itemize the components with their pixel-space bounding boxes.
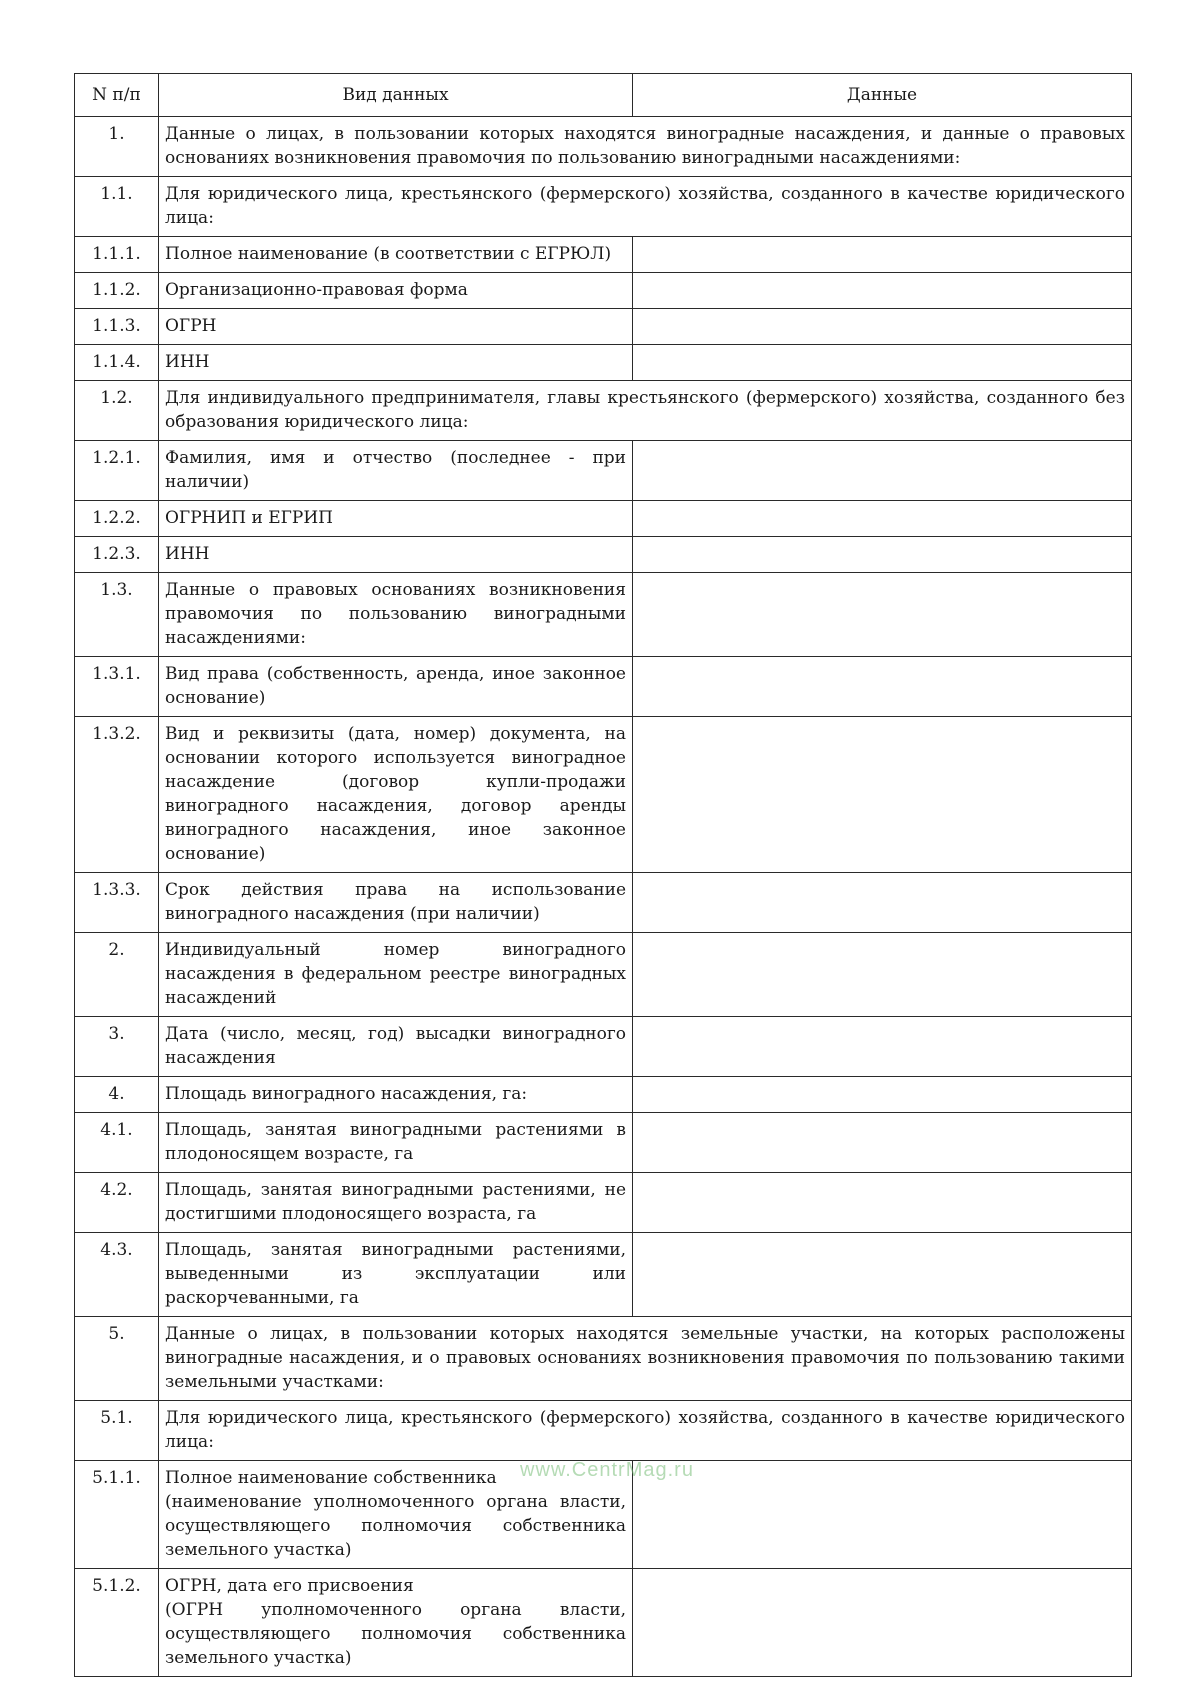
data-table — [74, 73, 1132, 1677]
row-number: 1.3.1. — [75, 657, 159, 717]
table-row — [75, 933, 1132, 1017]
data-type-label: Индивидуальный номер виноградного насаждения в федеральном реестре виноградных насаждений — [159, 933, 633, 1017]
watermark: www.CentrMag.ru — [520, 1459, 694, 1481]
data-type-label: Данные о правовых основаниях возникновения правомочия по пользованию виноградными насаждениями: — [159, 573, 633, 657]
row-number: 4.1. — [75, 1113, 159, 1173]
table-row — [75, 1113, 1132, 1173]
table-row — [75, 309, 1132, 345]
data-value-cell[interactable] — [633, 573, 1132, 657]
data-value-cell[interactable] — [633, 933, 1132, 1017]
row-number: 1.2.1. — [75, 441, 159, 501]
row-number: 4. — [75, 1077, 159, 1113]
table-row — [75, 177, 1132, 237]
data-value-cell[interactable] — [633, 501, 1132, 537]
data-type-label: ОГРНИП и ЕГРИП — [159, 501, 633, 537]
row-number: 2. — [75, 933, 159, 1017]
table-row — [75, 1173, 1132, 1233]
data-type-label: Организационно-правовая форма — [159, 273, 633, 309]
data-type-label: Дата (число, месяц, год) высадки виноградного насаждения — [159, 1017, 633, 1077]
data-type-label: Площадь, занятая виноградными растениями в плодоносящем возрасте, га — [159, 1113, 633, 1173]
table-row — [75, 345, 1132, 381]
row-number: 4.2. — [75, 1173, 159, 1233]
row-number: 1.3. — [75, 573, 159, 657]
row-number: 5. — [75, 1317, 159, 1401]
table-row — [75, 1461, 1132, 1569]
table-row — [75, 1077, 1132, 1113]
data-value-cell[interactable] — [633, 309, 1132, 345]
section-heading: Данные о лицах, в пользовании которых находятся виноградные насаждения, и данные о правовых основаниях возникновения правомочия по пользованию виноградными насаждениями: — [159, 117, 1132, 177]
data-value-cell[interactable] — [633, 537, 1132, 573]
table-row — [75, 657, 1132, 717]
table-row — [75, 573, 1132, 657]
section-heading: Для индивидуального предпринимателя, главы крестьянского (фермерского) хозяйства, созданного без образования юридического лица: — [159, 381, 1132, 441]
data-type-label: ИНН — [159, 345, 633, 381]
table-row — [75, 873, 1132, 933]
table-row — [75, 537, 1132, 573]
section-heading: Данные о лицах, в пользовании которых находятся земельные участки, на которых расположены виноградные насаждения, и о правовых основаниях возникновения правомочия по пользованию такими земельными участками: — [159, 1317, 1132, 1401]
section-heading: Для юридического лица, крестьянского (фермерского) хозяйства, созданного в качестве юридического лица: — [159, 1401, 1132, 1461]
data-type-label: Вид и реквизиты (дата, номер) документа, на основании которого используется виноградное насаждение (договор купли-продажи виноградного насаждения, договор аренды виноградного насаждения, иное законное основание) — [159, 717, 633, 873]
data-type-label: Площадь, занятая виноградными растениями, не достигшими плодоносящего возраста, га — [159, 1173, 633, 1233]
row-number: 1.1.1. — [75, 237, 159, 273]
table-row — [75, 117, 1132, 177]
table-row — [75, 237, 1132, 273]
table-row — [75, 1233, 1132, 1317]
data-type-label: ИНН — [159, 537, 633, 573]
data-value-cell[interactable] — [633, 873, 1132, 933]
row-number: 5.1.2. — [75, 1569, 159, 1677]
header-number: N п/п — [75, 74, 159, 117]
data-value-cell[interactable] — [633, 657, 1132, 717]
row-number: 1.2.2. — [75, 501, 159, 537]
section-heading: Для юридического лица, крестьянского (фермерского) хозяйства, созданного в качестве юридического лица: — [159, 177, 1132, 237]
row-number: 3. — [75, 1017, 159, 1077]
table-row — [75, 717, 1132, 873]
row-number: 4.3. — [75, 1233, 159, 1317]
row-number: 1.1.2. — [75, 273, 159, 309]
data-value-cell[interactable] — [633, 1173, 1132, 1233]
row-number: 1.3.3. — [75, 873, 159, 933]
row-number: 5.1.1. — [75, 1461, 159, 1569]
data-value-cell[interactable] — [633, 237, 1132, 273]
data-type-label: Вид права (собственность, аренда, иное законное основание) — [159, 657, 633, 717]
row-number: 1.2. — [75, 381, 159, 441]
table-row — [75, 273, 1132, 309]
data-value-cell[interactable] — [633, 1461, 1132, 1569]
data-value-cell[interactable] — [633, 273, 1132, 309]
data-type-label: ОГРН — [159, 309, 633, 345]
header-data-type: Вид данных — [159, 74, 633, 117]
row-number: 1.2.3. — [75, 537, 159, 573]
table-header-row — [75, 74, 1132, 117]
table-row — [75, 1317, 1132, 1401]
data-type-label: Площадь, занятая виноградными растениями, выведенными из эксплуатации или раскорчеванными, га — [159, 1233, 633, 1317]
table-body — [75, 117, 1132, 1677]
data-value-cell[interactable] — [633, 1569, 1132, 1677]
table-row — [75, 501, 1132, 537]
row-number: 1.3.2. — [75, 717, 159, 873]
data-value-cell[interactable] — [633, 1113, 1132, 1173]
data-value-cell[interactable] — [633, 717, 1132, 873]
data-value-cell[interactable] — [633, 1233, 1132, 1317]
row-number: 1.1.4. — [75, 345, 159, 381]
row-number: 1.1.3. — [75, 309, 159, 345]
data-value-cell[interactable] — [633, 345, 1132, 381]
data-type-label: Фамилия, имя и отчество (последнее - при наличии) — [159, 441, 633, 501]
data-value-cell[interactable] — [633, 441, 1132, 501]
data-type-label: Полное наименование (в соответствии с ЕГРЮЛ) — [159, 237, 633, 273]
row-number: 5.1. — [75, 1401, 159, 1461]
data-type-label: ОГРН, дата его присвоения (ОГРН уполномоченного органа власти, осуществляющего полномочия собственника земельного участка) — [159, 1569, 633, 1677]
data-value-cell[interactable] — [633, 1017, 1132, 1077]
data-value-cell[interactable] — [633, 1077, 1132, 1113]
data-type-label: Срок действия права на использование виноградного насаждения (при наличии) — [159, 873, 633, 933]
row-number: 1. — [75, 117, 159, 177]
table-row — [75, 381, 1132, 441]
table-row — [75, 1401, 1132, 1461]
data-type-label: Полное наименование собственника (наименование уполномоченного органа власти, осуществляющего полномочия собственника земельного участка) — [159, 1461, 633, 1569]
data-type-label: Площадь виноградного насаждения, га: — [159, 1077, 633, 1113]
table-row — [75, 1017, 1132, 1077]
row-number: 1.1. — [75, 177, 159, 237]
table-row — [75, 441, 1132, 501]
header-data: Данные — [633, 74, 1132, 117]
table-row — [75, 1569, 1132, 1677]
